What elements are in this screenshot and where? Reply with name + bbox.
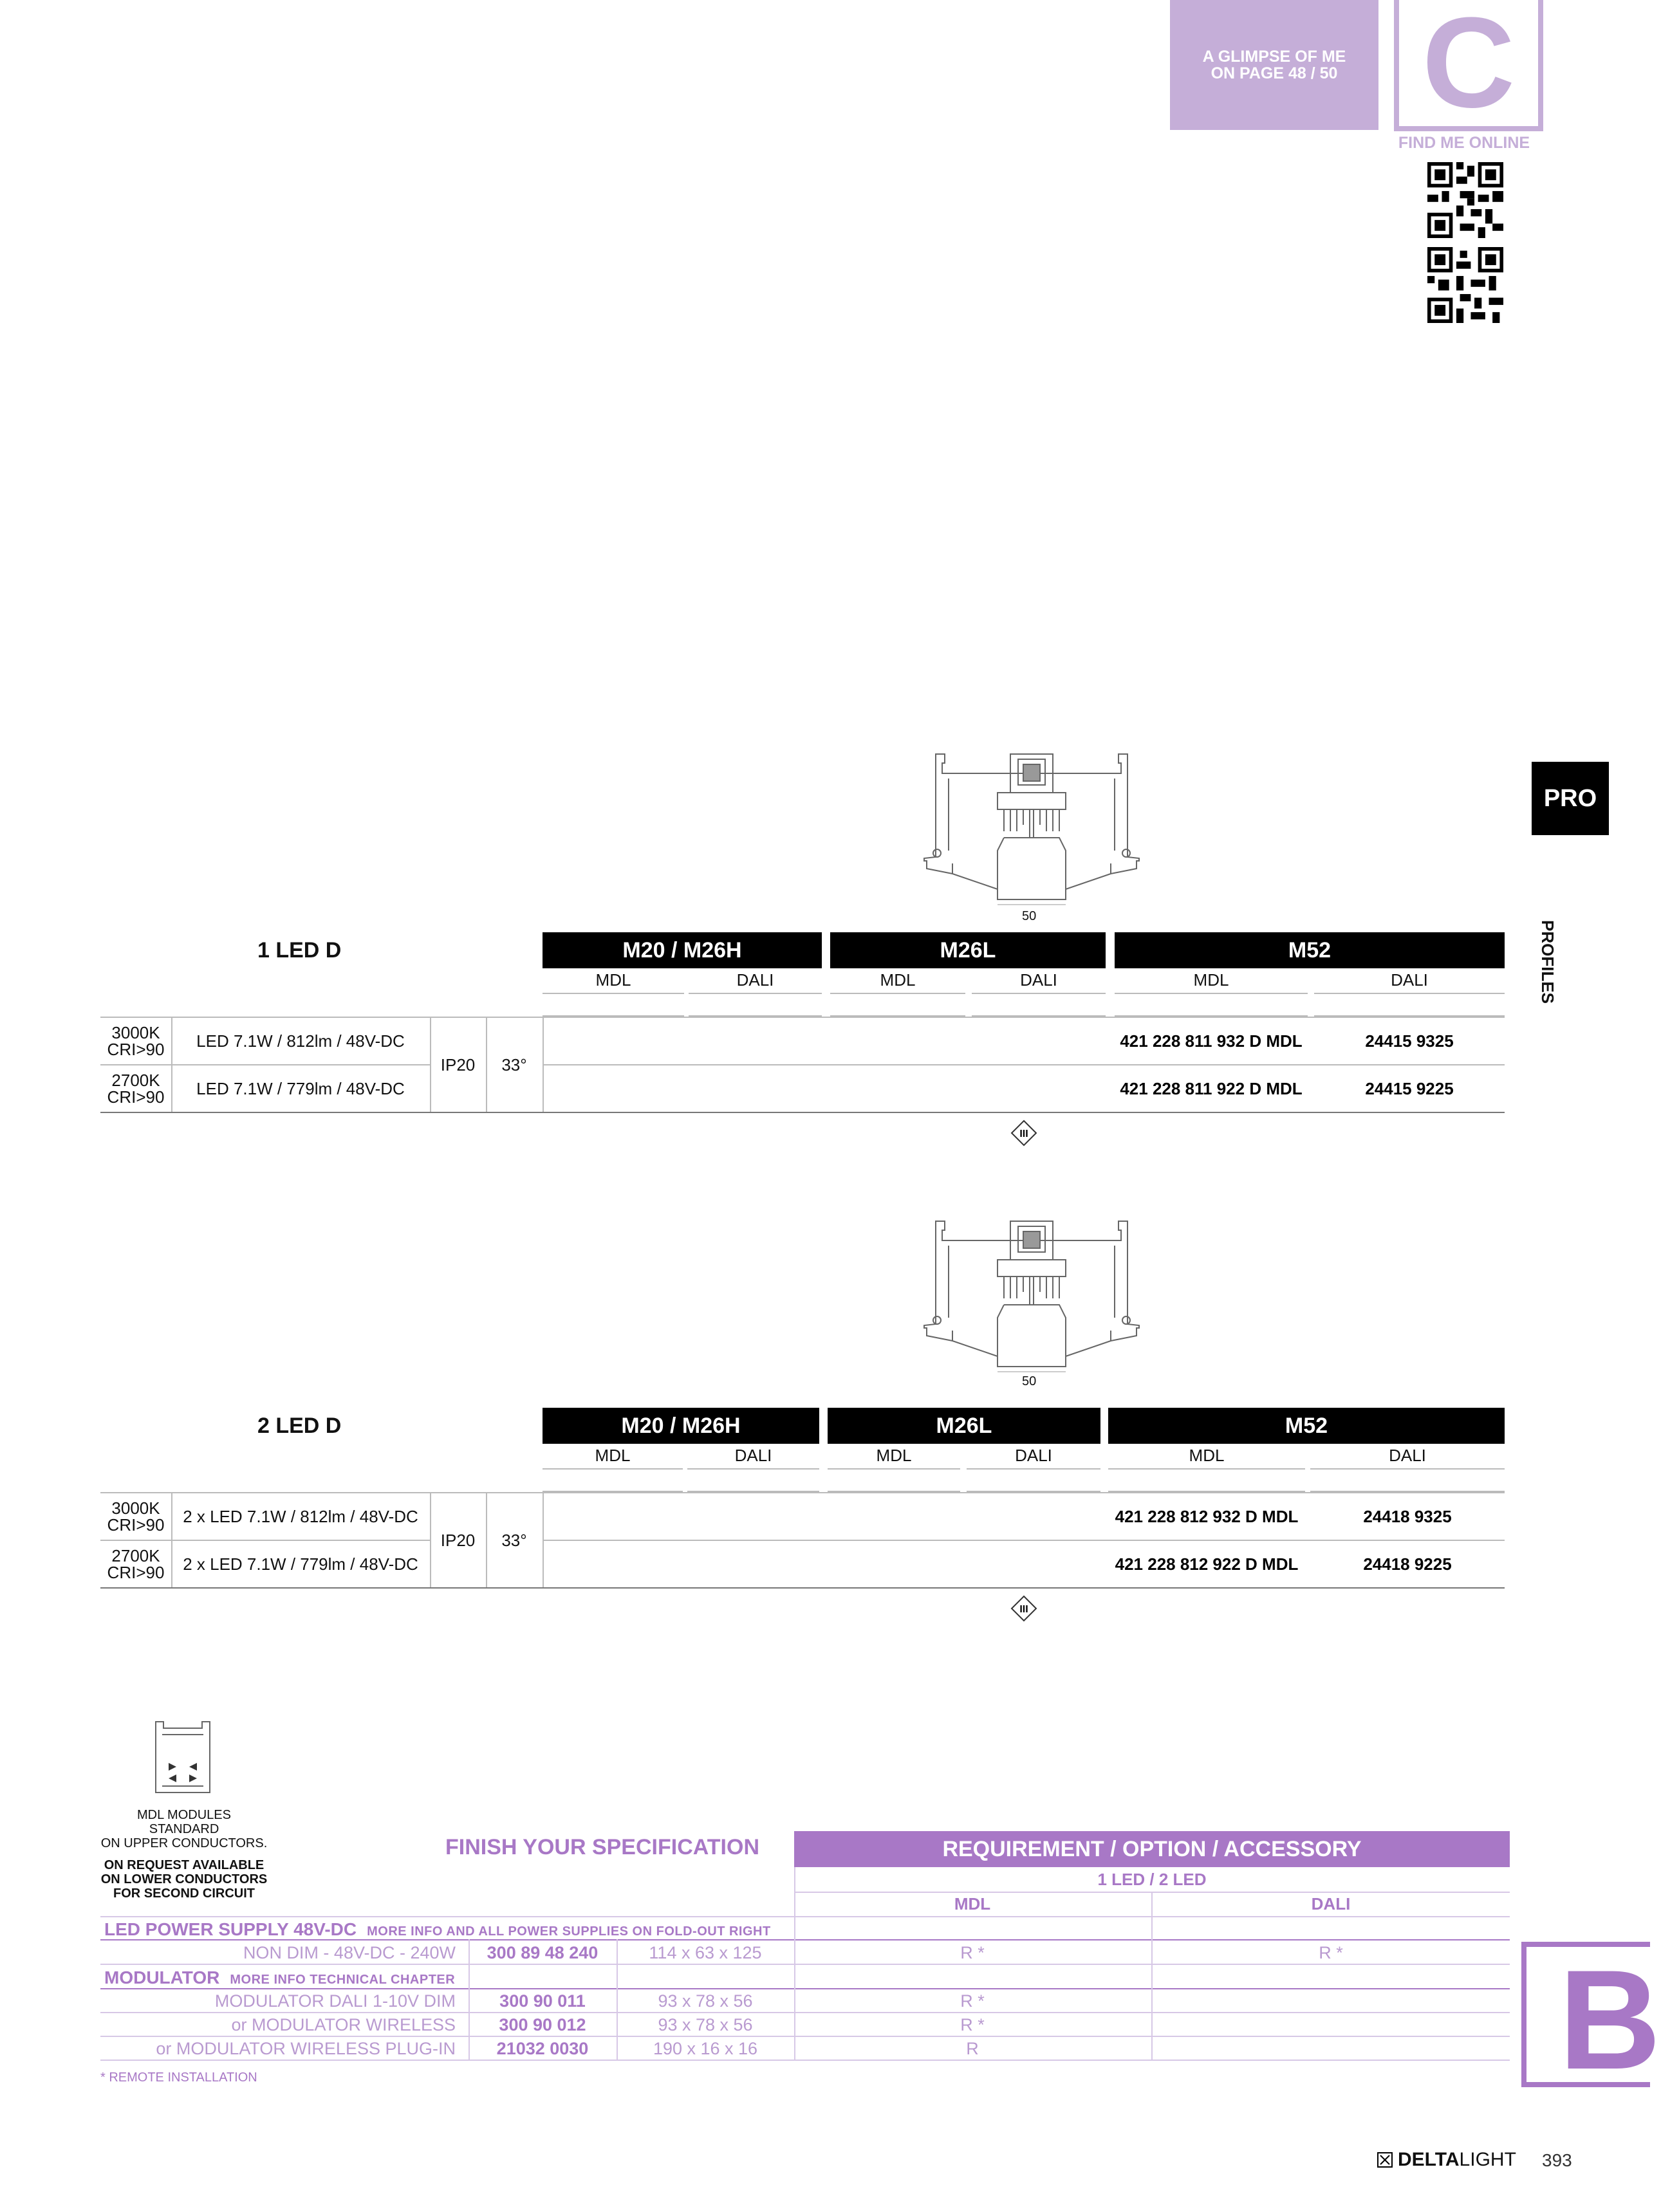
corner-letter: B: [1521, 1942, 1650, 2087]
subcol-dali: DALI: [1015, 1446, 1052, 1465]
divider: [1314, 993, 1505, 994]
class-iii-symbol: III: [1019, 1604, 1028, 1615]
divider: [1108, 1468, 1305, 1470]
divider: [689, 993, 822, 994]
divider: [100, 2060, 1510, 2061]
brand-name-bold: DELTA: [1398, 2149, 1460, 2170]
table-row: [100, 1500, 171, 1533]
subcol-mdl: MDL: [876, 1446, 912, 1465]
subcol-mdl: MDL: [595, 1446, 631, 1465]
subcol-dali: DALI: [1391, 970, 1428, 990]
divider: [543, 1064, 1505, 1065]
divider: [543, 1017, 544, 1112]
mdl-note-line: FOR SECOND CIRCUIT: [113, 1886, 255, 1901]
mdl-note: [100, 1808, 268, 1901]
divider: [794, 1867, 795, 2060]
subcol-dali: DALI: [1020, 970, 1057, 990]
modulator-dims: 190 x 16 x 16: [653, 2039, 758, 2058]
tab-pro[interactable]: [1532, 762, 1609, 835]
modulator-heading: [104, 1968, 455, 1988]
dimension-label: 50: [1022, 909, 1037, 923]
divider: [171, 1540, 430, 1541]
modulator-dims: 93 x 78 x 56: [658, 1991, 753, 2011]
tab-profiles[interactable]: [1532, 920, 1583, 1049]
modulator-name: or MODULATOR WIRELESS: [231, 2015, 456, 2034]
psu-note: MORE INFO AND ALL POWER SUPPLIES ON FOLD-OUT RIGHT: [367, 1924, 771, 1939]
divider: [687, 1468, 819, 1470]
table-bottom-line: [100, 1587, 1505, 1589]
table-bottom-line: [100, 1112, 1505, 1113]
divider: [100, 2012, 1510, 2013]
divider: [171, 1064, 430, 1065]
divider: [100, 1988, 1510, 1989]
mdl-note-line: ON UPPER CONDUCTORS.: [100, 1836, 268, 1850]
cri-value: CRI>90: [107, 1563, 165, 1582]
divider: [617, 1939, 618, 2060]
led-description: 2 x LED 7.1W / 779lm / 48V-DC: [183, 1554, 418, 1574]
divider: [1151, 1892, 1153, 2060]
modulator-code[interactable]: 21032 0030: [496, 2039, 589, 2058]
divider: [100, 1939, 1510, 1940]
divider: [100, 1064, 171, 1065]
modulator-name: MODULATOR DALI 1-10V DIM: [214, 1991, 456, 2011]
psu-heading: [104, 1919, 771, 1940]
article-code-mdl[interactable]: 421 228 812 922 D MDL: [1115, 1554, 1299, 1574]
article-code-dali[interactable]: 24415 9225: [1365, 1079, 1454, 1098]
group-header-m20: M20 / M26H: [543, 1408, 819, 1444]
divider: [830, 993, 965, 994]
divider: [100, 1540, 171, 1541]
col-dali: DALI: [1311, 1894, 1351, 1913]
subcol-dali: DALI: [734, 1446, 772, 1465]
article-code-dali[interactable]: 24415 9325: [1365, 1031, 1454, 1051]
product-title: 2 LED D: [257, 1414, 342, 1438]
group-header-m20: M20 / M26H: [543, 932, 822, 968]
divider: [967, 1468, 1100, 1470]
divider: [100, 2036, 1510, 2037]
subcol-mdl: MDL: [880, 970, 916, 990]
beam-angle: 33°: [501, 1531, 527, 1550]
class-iii-icon: [1010, 1120, 1037, 1147]
article-code-mdl[interactable]: 421 228 811 922 D MDL: [1120, 1079, 1303, 1098]
divider: [543, 1492, 544, 1587]
find-me-online-label: FIND ME ONLINE: [1398, 134, 1530, 152]
mdl-note-line: ON REQUEST AVAILABLE: [104, 1858, 264, 1872]
table-top-line: [100, 1017, 1505, 1018]
mdl-note-line: ON LOWER CONDUCTORS: [100, 1872, 268, 1886]
subcol-dali: DALI: [1389, 1446, 1426, 1465]
group-header-m52: M52: [1108, 1408, 1505, 1444]
footnote: * REMOTE INSTALLATION: [100, 2070, 257, 2085]
cri-value: CRI>90: [107, 1087, 165, 1107]
color-temperature: 3000K: [111, 1023, 160, 1042]
led-description: 2 x LED 7.1W / 812lm / 48V-DC: [183, 1507, 418, 1526]
psu-code[interactable]: 300 89 48 240: [487, 1943, 599, 1962]
finish-spec-title: FINISH YOUR SPECIFICATION: [445, 1835, 760, 1859]
table-row: [100, 1072, 171, 1105]
table-row: [100, 1024, 171, 1058]
profile-drawing: [914, 748, 1149, 908]
cri-value: CRI>90: [107, 1515, 165, 1535]
subcol-mdl: MDL: [595, 970, 631, 990]
divider: [1115, 993, 1308, 994]
modulator-note: MORE INFO TECHNICAL CHAPTER: [230, 1973, 456, 1987]
divider: [828, 1468, 960, 1470]
requirement-header: REQUIREMENT / OPTION / ACCESSORY: [794, 1831, 1510, 1867]
subcol-dali: DALI: [736, 970, 774, 990]
modulator-mdl: R: [966, 2039, 979, 2058]
modulator-name: or MODULATOR WIRELESS PLUG-IN: [156, 2039, 456, 2058]
tab-pro-label: PRO: [1543, 784, 1597, 812]
col-mdl: MDL: [954, 1894, 991, 1913]
psu-heading-label: LED POWER SUPPLY 48V-DC: [104, 1919, 357, 1939]
psu-mdl: R *: [960, 1943, 985, 1962]
article-code-mdl[interactable]: 421 228 811 932 D MDL: [1120, 1031, 1303, 1051]
ip-rating: IP20: [440, 1055, 476, 1074]
psu-dali: R *: [1319, 1943, 1343, 1962]
beam-angle: 33°: [501, 1055, 527, 1074]
modulator-code[interactable]: 300 90 012: [499, 2015, 586, 2034]
subcol-mdl: MDL: [1189, 1446, 1225, 1465]
divider: [543, 1468, 683, 1470]
divider: [100, 1964, 1510, 1965]
divider: [1310, 1468, 1505, 1470]
qr-code-icon[interactable]: [1427, 162, 1503, 241]
color-temperature: 3000K: [111, 1498, 160, 1518]
track-section-icon: [151, 1719, 215, 1798]
modulator-mdl: R *: [960, 2015, 985, 2034]
cri-value: CRI>90: [107, 1040, 165, 1059]
chapter-letter: C: [1394, 0, 1543, 131]
dimension-label: 50: [1022, 1374, 1037, 1388]
divider: [543, 993, 684, 994]
modulator-heading-label: MODULATOR: [104, 1968, 220, 1987]
divider: [972, 993, 1106, 994]
psu-name: NON DIM - 48V-DC - 240W: [243, 1943, 456, 1962]
color-temperature: 2700K: [111, 1546, 160, 1565]
table-top-line: [100, 1492, 1505, 1493]
subcol-mdl: MDL: [1193, 970, 1229, 990]
divider: [543, 1540, 1505, 1541]
ip-rating: IP20: [440, 1531, 476, 1550]
qr-code-icon[interactable]: [1427, 247, 1503, 326]
modulator-mdl: R *: [960, 1991, 985, 2011]
article-code-dali[interactable]: 24418 9225: [1363, 1554, 1452, 1574]
color-temperature: 2700K: [111, 1071, 160, 1090]
group-header-m52: M52: [1115, 932, 1505, 968]
article-code-mdl[interactable]: 421 228 812 932 D MDL: [1115, 1507, 1299, 1526]
led-description: LED 7.1W / 812lm / 48V-DC: [196, 1031, 405, 1051]
group-header-m26l: M26L: [830, 932, 1106, 968]
modulator-code[interactable]: 300 90 011: [499, 1991, 586, 2011]
glimpse-text: A GLIMPSE OF ME ON PAGE 48 / 50: [1202, 48, 1346, 82]
brand-name-light: LIGHT: [1459, 2149, 1516, 2170]
profile-drawing: [914, 1215, 1149, 1375]
psu-dims: 114 x 63 x 125: [649, 1943, 762, 1962]
table-row: [100, 1547, 171, 1581]
divider: [100, 1916, 1510, 1917]
group-header-m26l: M26L: [828, 1408, 1100, 1444]
brand-logo: [1377, 2149, 1516, 2171]
divider: [469, 1939, 470, 2060]
modulator-dims: 93 x 78 x 56: [658, 2015, 753, 2034]
page-number: 393: [1542, 2150, 1572, 2170]
class-iii-icon: [1010, 1595, 1037, 1622]
glimpse-box: [1170, 0, 1378, 130]
product-title: 1 LED D: [257, 938, 342, 963]
mdl-note-line: MDL MODULES STANDARD: [137, 1808, 231, 1836]
deltalight-mark-icon: [1377, 2152, 1393, 2168]
tab-profiles-label: PROFILES: [1538, 920, 1557, 1004]
article-code-dali[interactable]: 24418 9325: [1363, 1507, 1452, 1526]
class-iii-symbol: III: [1019, 1129, 1028, 1139]
led-description: LED 7.1W / 779lm / 48V-DC: [196, 1079, 405, 1098]
led-subheader: 1 LED / 2 LED: [1097, 1870, 1207, 1889]
